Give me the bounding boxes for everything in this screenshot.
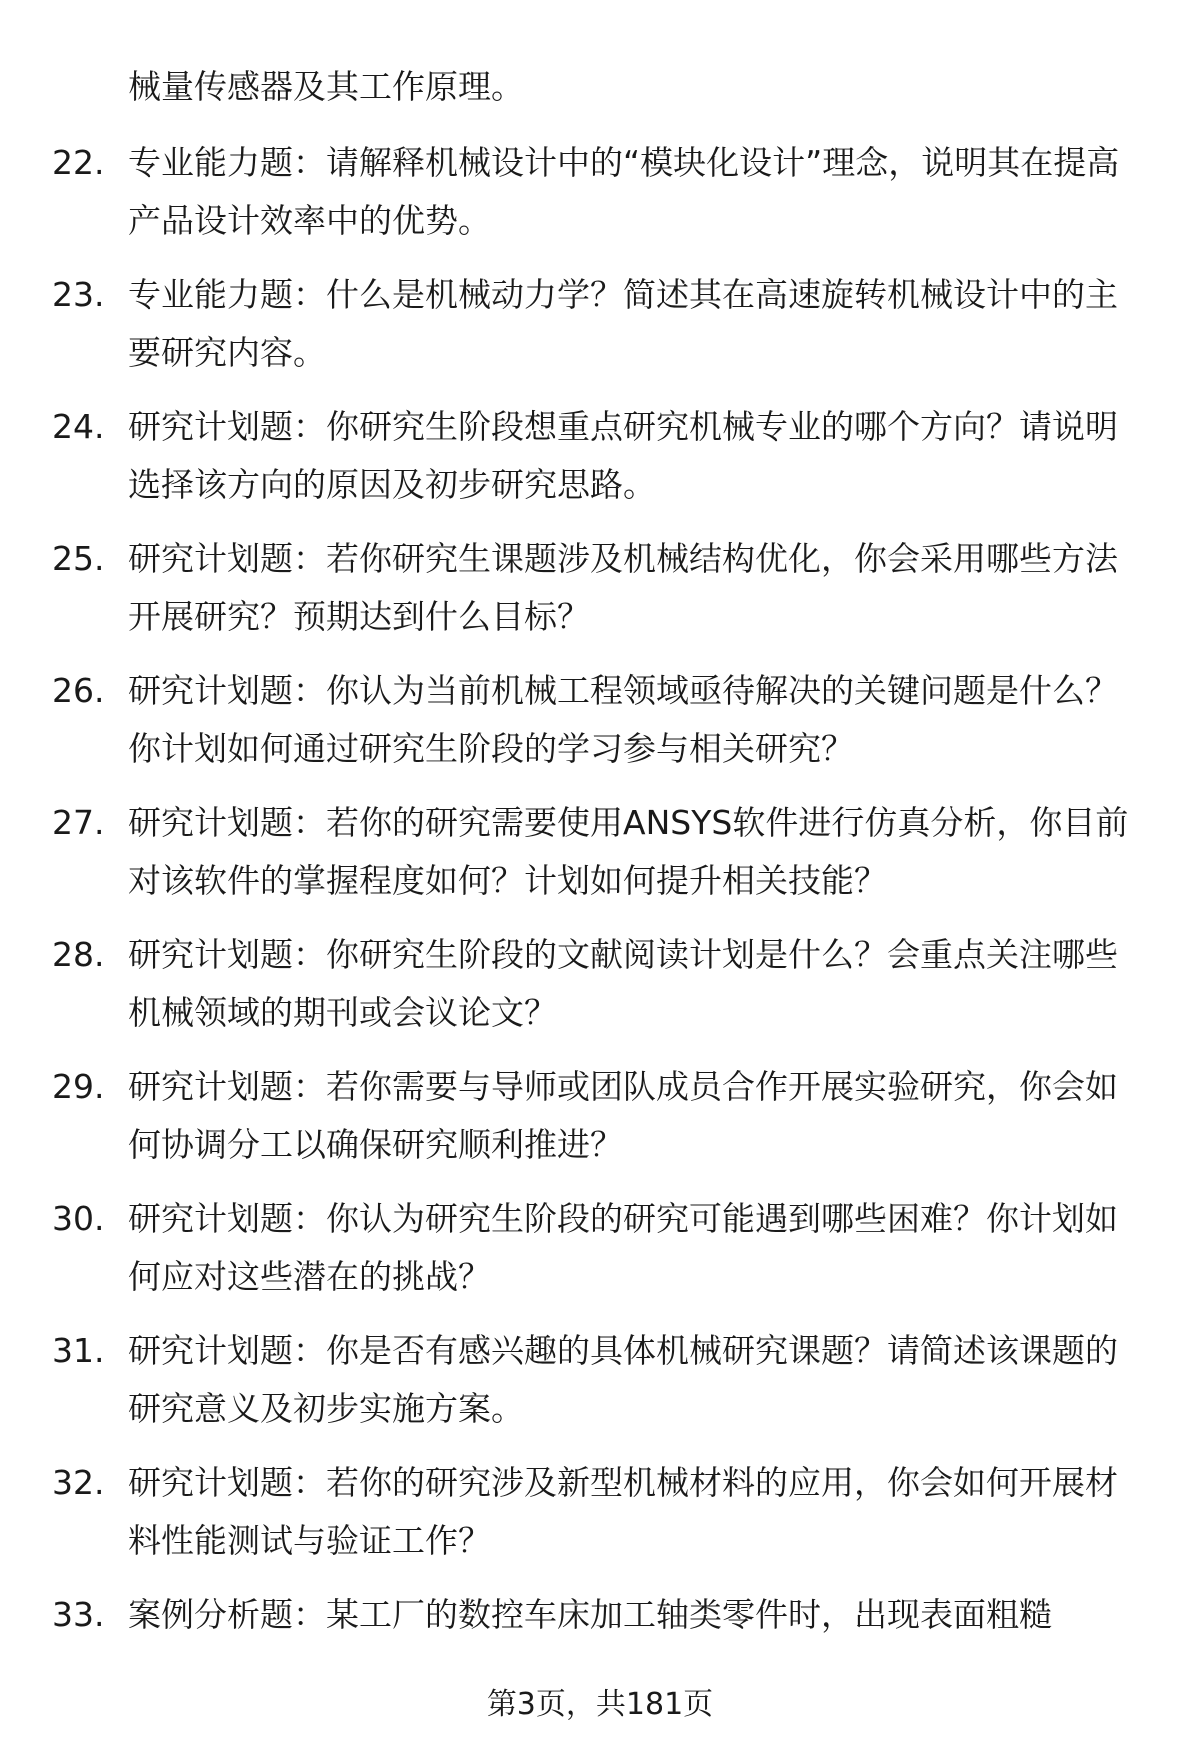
question-text: 研究计划题：若你需要与导师或团队成员合作开展实验研究，你会如何协调分工以确保研究顺利推进？ (128, 1067, 1118, 1164)
question-number: 30. (52, 1199, 105, 1238)
question-number: 26. (52, 671, 105, 710)
page-footer: 第3页，共181页 (486, 1687, 714, 1722)
question-list (0, 134, 1200, 1718)
question-text: 案例分析题：某工厂的数控车床加工轴类零件时，出现表面粗糙 (128, 1595, 1052, 1634)
question-text: 研究计划题：若你的研究涉及新型机械材料的应用，你会如何开展材料性能测试与验证工作？ (128, 1463, 1118, 1560)
question-text: 研究计划题：你研究生阶段想重点研究机械专业的哪个方向？请说明选择该方向的原因及初步研究思路。 (128, 407, 1118, 504)
question-number: 25. (52, 539, 105, 578)
question-number: 31. (52, 1331, 105, 1370)
question-item (0, 1058, 1200, 1190)
question-item (0, 926, 1200, 1058)
question-item (0, 530, 1200, 662)
question-number: 22. (52, 143, 105, 182)
question-text: 研究计划题：你认为当前机械工程领域亟待解决的关键问题是什么？你计划如何通过研究生阶段的学习参与相关研究？ (128, 671, 1118, 768)
question-item (0, 662, 1200, 794)
question-item (0, 794, 1200, 926)
question-text: 研究计划题：若你研究生课题涉及机械结构优化，你会采用哪些方法开展研究？预期达到什么目标？ (128, 539, 1118, 636)
question-item (0, 1322, 1200, 1454)
question-text: 专业能力题：什么是机械动力学？简述其在高速旋转机械设计中的主要研究内容。 (128, 275, 1118, 372)
question-item (0, 398, 1200, 530)
question-text: 专业能力题：请解释机械设计中的“模块化设计”理念，说明其在提高产品设计效率中的优势。 (128, 143, 1120, 240)
question-text: 研究计划题：你认为研究生阶段的研究可能遇到哪些困难？你计划如何应对这些潜在的挑战？ (128, 1199, 1118, 1296)
question-number: 23. (52, 275, 105, 314)
question-item (0, 266, 1200, 398)
question-number: 32. (52, 1463, 105, 1502)
question-number: 24. (52, 407, 105, 446)
question-number: 33. (52, 1595, 105, 1634)
question-item (0, 1190, 1200, 1322)
question-item (0, 134, 1200, 266)
question-number: 29. (52, 1067, 105, 1106)
question-text: 研究计划题：若你的研究需要使用ANSYS软件进行仿真分析，你目前对该软件的掌握程度如何？计划如何提升相关技能？ (128, 803, 1129, 900)
question-number: 28. (52, 935, 105, 974)
question-item (0, 1454, 1200, 1586)
question-number: 27. (52, 803, 105, 842)
continued-text: 械量传感器及其工作原理。 (128, 67, 524, 106)
question-text: 研究计划题：你是否有感兴趣的具体机械研究课题？请简述该课题的研究意义及初步实施方案。 (128, 1331, 1118, 1428)
question-text: 研究计划题：你研究生阶段的文献阅读计划是什么？会重点关注哪些机械领域的期刊或会议论文？ (128, 935, 1118, 1032)
